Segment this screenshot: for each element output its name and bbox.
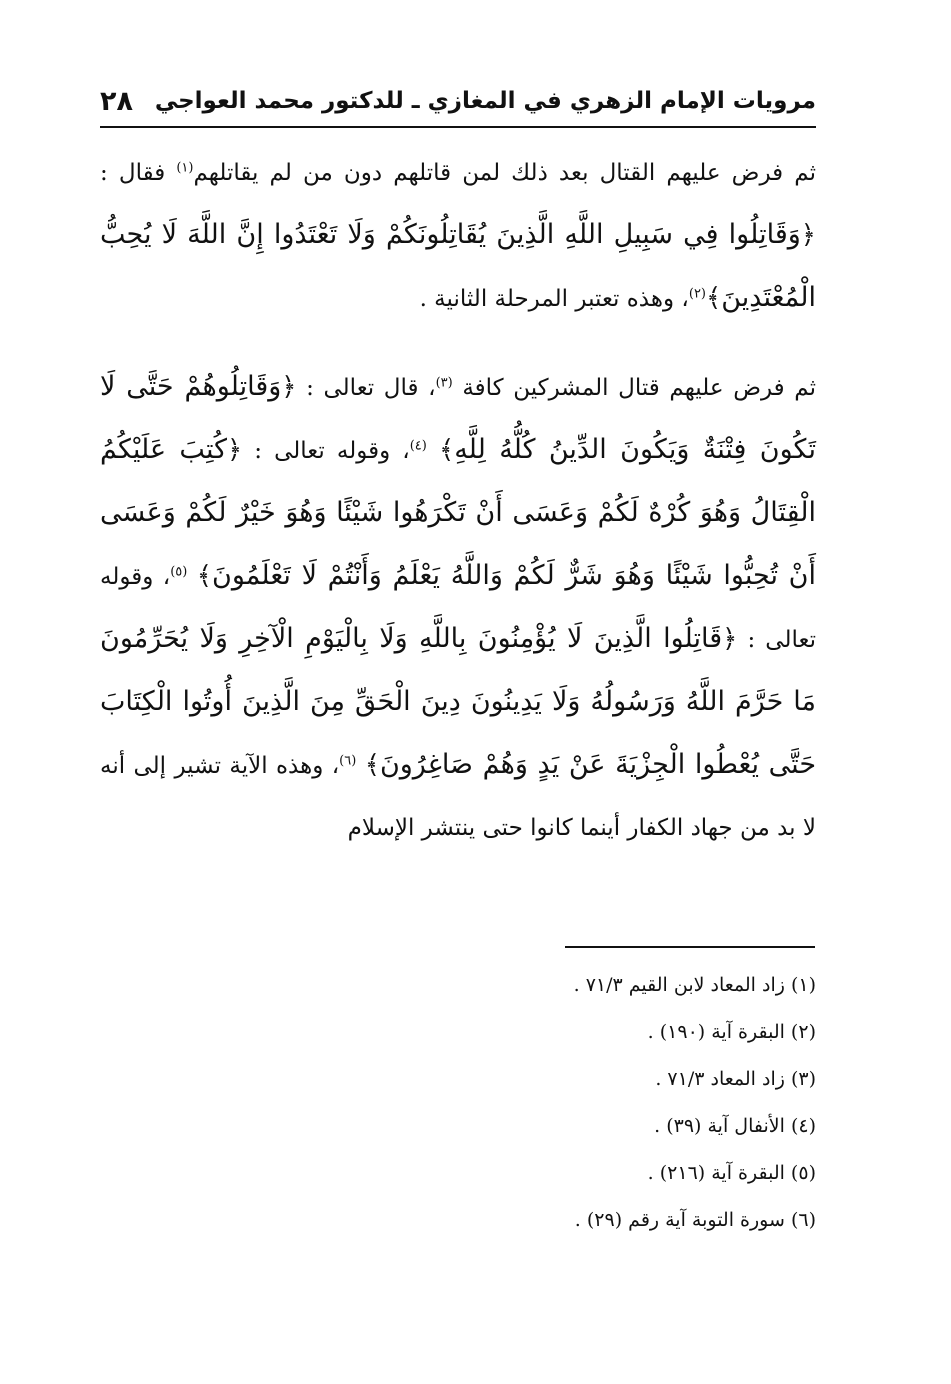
page-number: ٢٨ [100,86,133,117]
text-segment: فقال : [100,160,166,186]
paragraph-1 [100,142,816,330]
main-text [100,142,816,859]
running-title: مرويات الإمام الزهري في المغازي ـ للدكتور محمد العواجي [154,88,816,114]
footnote-3: (٣) زاد المعاد ٧١/٣ . [655,1068,816,1090]
footnotes [100,962,816,1244]
footnote-ref-5: (٥) [170,564,188,580]
footnote-ref-6: (٦) [339,753,357,769]
text-segment: ثم فرض عليهم القتال بعد ذلك لمن قاتلهم دون من لم يقاتلهم [193,160,816,186]
footnote-ref-4: (٤) [409,438,427,454]
footnote-ref-1: (١) [176,160,194,176]
header-rule [100,126,816,128]
text-segment: ، وهذه تعتبر المرحلة الثانية . [419,286,689,312]
text-segment: ثم فرض عليهم قتال المشركين كافة [452,375,816,401]
paragraph-2 [100,356,816,859]
quran-verse-4: قَاتِلُوا الَّذِينَ لَا يُؤْمِنُونَ بِاللَّهِ وَلَا بِالْيَوْمِ الْآخِرِ وَلَا يُحَرِّمُونَ مَا حَرَّمَ اللَّهُ وَرَسُولُهُ وَلَا يَدِينُونَ دِينَ الْحَقِّ مِنَ الَّذِينَ أُوتُوا الْكِتَابَ حَتَّى يُعْطُوا الْجِزْيَةَ عَنْ يَدٍ وَهُمْ صَاغِرُونَ [100,623,817,780]
text-segment: ، قال تعالى : [296,375,436,401]
ornate-bracket-close: ﴾ [438,435,455,465]
text-segment: ، وقوله تعالى : [100,564,816,653]
ornate-bracket-open: ﴿ [722,624,738,654]
footnote-ref-2: (٢) [688,286,706,302]
footnote-separator [565,946,815,948]
ornate-bracket-close: ﴾ [364,750,380,780]
footnote-ref-3: (٣) [435,375,453,391]
text-segment: ، وهذه الآية تشير إلى أنه لا بد من جهاد الكفار أينما كانوا حتى ينتشر الإسلام [100,753,816,841]
footnote-2: (٢) البقرة آية (١٩٠) . [647,1021,816,1043]
quran-verse-1: وَقَاتِلُوا فِي سَبِيلِ اللَّهِ الَّذِينَ يُقَاتِلُونَكُمْ وَلَا تَعْتَدُوا إِنَّ اللَّهَ لَا يُحِبُّ الْمُعْتَدِينَ [100,219,816,313]
quran-verse-2: وَقَاتِلُوهُمْ حَتَّى لَا تَكُونَ فِتْنَةٌ وَيَكُونَ الدِّينُ كُلُّهُ لِلَّهِ [100,371,816,465]
footnote-5: (٥) البقرة آية (٢١٦) . [647,1162,816,1184]
page-header [100,80,816,126]
ornate-bracket-open: ﴿ [800,220,816,250]
ornate-bracket-open: ﴿ [226,435,243,465]
text-segment: ، وقوله تعالى : [242,438,410,464]
ornate-bracket-close: ﴾ [706,283,722,313]
ornate-bracket-open: ﴿ [281,372,297,402]
quran-verse-3: كُتِبَ عَلَيْكُمُ الْقِتَالُ وَهُوَ كُرْهٌ لَكُمْ وَعَسَى أَنْ تَكْرَهُوا شَيْئًا وَهُوَ خَيْرٌ لَكُمْ وَعَسَى أَنْ تُحِبُّوا شَيْئًا وَهُوَ شَرٌّ لَكُمْ وَاللَّهُ يَعْلَمُ وَأَنْتُمْ لَا تَعْلَمُونَ [100,434,816,591]
footnote-6: (٦) سورة التوبة آية رقم (٢٩) . [574,1209,816,1231]
ornate-bracket-close: ﴾ [196,561,212,591]
footnote-1: (١) زاد المعاد لابن القيم ٧١/٣ . [573,974,816,996]
footnote-4: (٤) الأنفال آية (٣٩) . [654,1115,816,1137]
